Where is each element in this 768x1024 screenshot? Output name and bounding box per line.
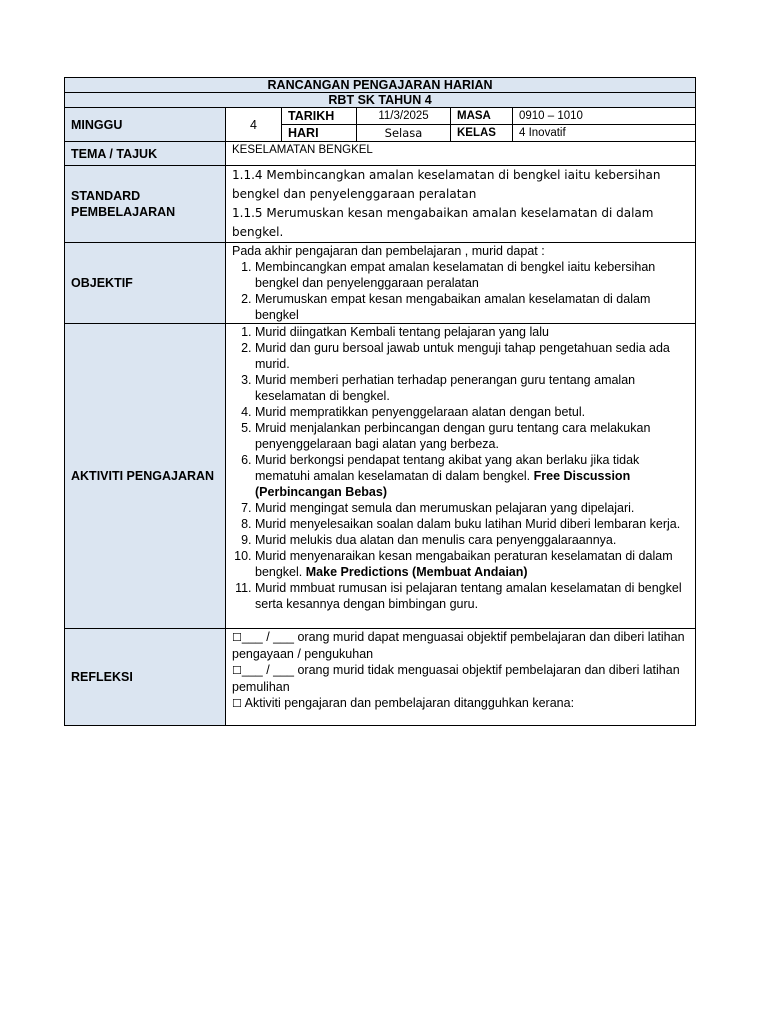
objektif-label: OBJEKTIF — [65, 243, 226, 324]
masa-value: 0910 – 1010 — [513, 108, 696, 125]
list-item: 2. Merumuskan empat kesan mengabaikan amalan keselamatan di dalam bengkel — [255, 291, 689, 323]
aktiviti-content — [226, 324, 696, 629]
kelas-value: 4 Inovatif — [513, 125, 696, 142]
checkbox-icon[interactable]: ☐ — [232, 631, 242, 644]
list-item: 8. Murid menyelesaikan soalan dalam buku latihan Murid diberi lembaran kerja. — [255, 516, 689, 532]
list-item-text: Murid menyenaraikan kesan mengabaikan peraturan keselamatan di dalam bengkel. — [255, 549, 673, 579]
refleksi-line: ☐ Aktiviti pengajaran dan pembelajaran ditangguhkan kerana: — [232, 696, 575, 710]
minggu-label: MINGGU — [65, 108, 226, 142]
list-item: 9. Murid melukis dua alatan dan menulis cara penyenggalaraannya. — [255, 532, 689, 548]
objektif-list — [232, 259, 689, 323]
page-subtitle: RBT SK TAHUN 4 — [65, 93, 696, 108]
hari-value: Selasa — [357, 125, 451, 142]
minggu-value: 4 — [226, 108, 282, 142]
refleksi-line: ☐___ / ___ orang murid dapat menguasai objektif pembelajaran dan diberi latihan pengayaan / pengukuhan — [232, 630, 685, 661]
standard-label: STANDARD PEMBELAJARAN — [65, 166, 226, 243]
list-item — [255, 548, 689, 580]
tarikh-label: TARIKH — [282, 108, 357, 125]
tema-label: TEMA / TAJUK — [65, 142, 226, 166]
objektif-content — [226, 243, 696, 324]
page-title: RANCANGAN PENGAJARAN HARIAN — [65, 78, 696, 93]
list-item — [255, 452, 689, 500]
rph-table — [64, 77, 696, 726]
kelas-label: KELAS — [451, 125, 513, 142]
list-item: 3. Murid memberi perhatian terhadap penerangan guru tentang amalan keselamatan di bengkel. — [255, 372, 689, 404]
tema-value: KESELAMATAN BENGKEL — [226, 142, 696, 166]
free-discussion-tag: Free Discussion (Perbincangan Bebas) — [255, 469, 631, 499]
standard-line: 1.1.5 Merumuskan kesan mengabaikan amalan keselamatan di dalam bengkel. — [232, 206, 654, 239]
checkbox-icon[interactable]: ☐ — [232, 697, 242, 710]
list-item: 2. Murid dan guru bersoal jawab untuk menguji tahap pengetahuan sedia ada murid. — [255, 340, 689, 372]
aktiviti-list — [232, 324, 689, 612]
standard-content — [226, 166, 696, 243]
checkbox-icon[interactable]: ☐ — [232, 664, 242, 677]
list-item: 1. Murid diingatkan Kembali tentang pelajaran yang lalu — [255, 324, 689, 340]
objektif-intro: Pada akhir pengajaran dan pembelajaran , murid dapat : — [232, 244, 545, 258]
refleksi-content — [226, 629, 696, 726]
standard-line: 1.1.4 Membincangkan amalan keselamatan di bengkel iaitu kebersihan bengkel dan penyelenggaraan peralatan — [232, 168, 661, 201]
aktiviti-label: AKTIVITI PENGAJARAN — [65, 324, 226, 629]
refleksi-label: REFLEKSI — [65, 629, 226, 726]
tarikh-value: 11/3/2025 — [357, 108, 451, 125]
make-predictions-tag: Make Predictions (Membuat Andaian) — [305, 565, 528, 579]
list-item: 5. Mruid menjalankan perbincangan dengan guru tentang cara melakukan penyenggelaraan bagi alatan yang berbeza. — [255, 420, 689, 452]
list-item: 1. Membincangkan empat amalan keselamatan di bengkel iaitu kebersihan bengkel dan penyelenggaraan peralatan — [255, 259, 689, 291]
list-item-text: Murid berkongsi pendapat tentang akibat yang akan berlaku jika tidak mematuhi amalan keselamatan di dalam bengkel. — [255, 453, 640, 483]
masa-label: MASA — [451, 108, 513, 125]
hari-label: HARI — [282, 125, 357, 142]
list-item: 4. Murid mempratikkan penyenggelaraan alatan dengan betul. — [255, 404, 689, 420]
list-item: 7. Murid mengingat semula dan merumuskan pelajaran yang dipelajari. — [255, 500, 689, 516]
list-item: 11. Murid mmbuat rumusan isi pelajaran tentang amalan keselamatan di bengkel serta kesannya dengan bimbingan guru. — [255, 580, 689, 612]
refleksi-line: ☐___ / ___ orang murid tidak menguasai objektif pembelajaran dan diberi latihan pemulihan — [232, 663, 680, 694]
